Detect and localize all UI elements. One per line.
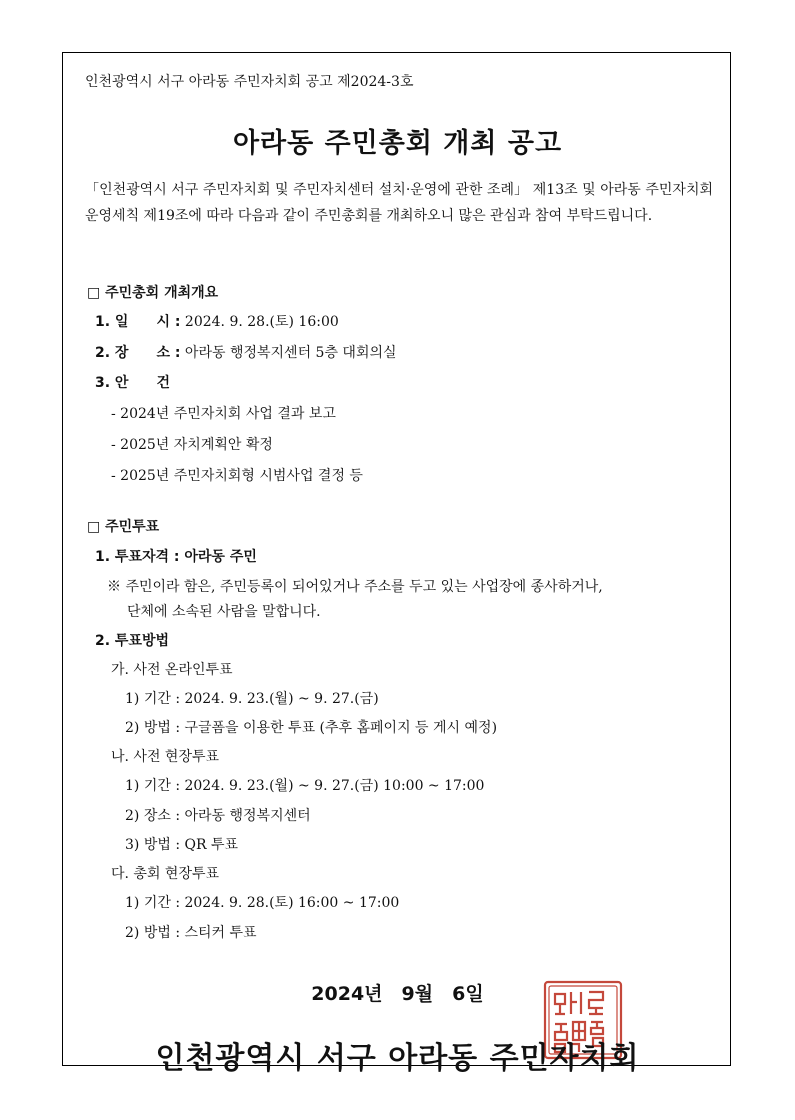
notice-number: 인천광역시 서구 아라동 주민자치회 공고 제2024-3호	[85, 74, 414, 90]
issuing-organization: 인천광역시 서구 아라동 주민자치회	[155, 1041, 640, 1076]
section-vote-heading: □ 주민투표	[87, 519, 160, 535]
section-overview-heading: □ 주민총회 개최개요	[87, 285, 219, 301]
resident-definition-note: ※ 주민이라 함은, 주민등록이 되어있거나 주소를 두고 있는 사업장에 종사하거나,	[107, 579, 603, 595]
onsite-prevote-method: 3) 방법 : QR 투표	[125, 837, 239, 853]
notice-date: 2024년 9월 6일	[311, 983, 484, 1005]
datetime-value: 2024. 9. 28.(토) 16:00	[184, 314, 339, 330]
agenda-item: - 2025년 주민자치회형 시범사업 결정 등	[111, 468, 363, 484]
onsite-prevote-period: 1) 기간 : 2024. 9. 23.(월) ~ 9. 27.(금) 10:00 ~ 17:00	[125, 778, 485, 794]
overview-item-datetime	[95, 311, 339, 331]
vote-eligibility: 1. 투표자격 : 아라동 주민	[95, 549, 257, 565]
agenda-item: - 2025년 자치계획안 확정	[111, 437, 273, 453]
onsite-prevote-place: 2) 장소 : 아라동 행정복지센터	[125, 808, 311, 824]
agenda-item: - 2024년 주민자치회 사업 결과 보고	[111, 406, 336, 422]
assembly-vote-method: 2) 방법 : 스티커 투표	[125, 925, 257, 941]
online-vote-method: 2) 방법 : 구글폼을 이용한 투표 (추후 홈페이지 등 게시 예정)	[125, 720, 498, 736]
assembly-vote-title: 다. 총회 현장투표	[111, 866, 220, 882]
onsite-prevote-title: 나. 사전 현장투표	[111, 749, 220, 765]
resident-definition-note-cont: 단체에 소속된 사람을 말합니다.	[127, 604, 321, 620]
notice-title: 아라동 주민총회 개최 공고	[232, 128, 563, 159]
datetime-label: 1. 일 시 :	[95, 314, 181, 330]
assembly-vote-period: 1) 기간 : 2024. 9. 28.(토) 16:00 ~ 17:00	[125, 895, 400, 911]
overview-item-place	[95, 342, 397, 362]
place-label: 2. 장 소 :	[95, 345, 181, 361]
online-vote-period: 1) 기간 : 2024. 9. 23.(월) ~ 9. 27.(금)	[125, 691, 379, 707]
agenda-label: 3. 안 건	[95, 375, 170, 391]
notice-frame	[62, 52, 731, 1076]
online-vote-title: 가. 사전 온라인투표	[111, 662, 233, 678]
intro-paragraph: 「인천광역시 서구 주민자치회 및 주민자치센터 설치·운영에 관한 조례」 제13조 및 아라동 주민자치회 운영세칙 제19조에 따라 다음과 같이 주민총회를 개최하오니 많은 관심과 참여 부탁드립니다.	[85, 182, 713, 224]
vote-method-heading: 2. 투표방법	[95, 633, 170, 649]
place-value: 아라동 행정복지센터 5층 대회의실	[184, 345, 397, 361]
